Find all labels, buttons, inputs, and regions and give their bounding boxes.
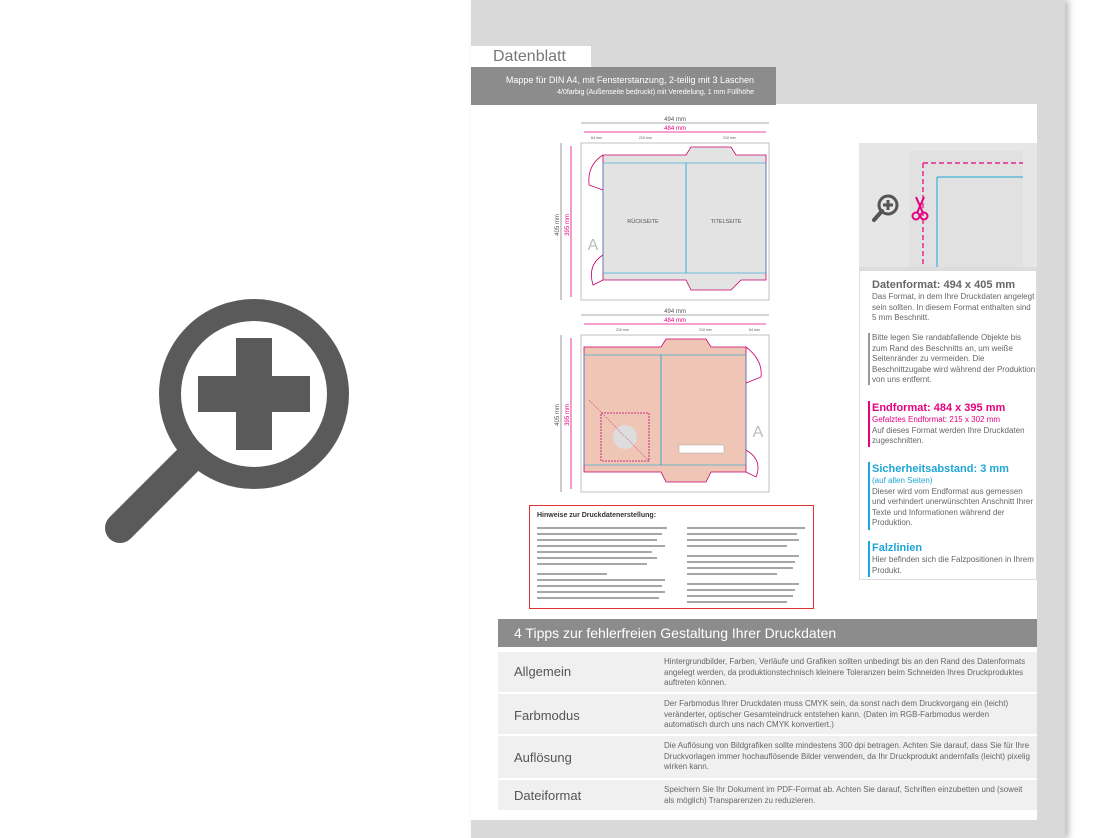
- top-width-outer: 494 mm: [664, 117, 686, 123]
- bottom-seg-mid: 210 mm: [699, 328, 712, 332]
- bottom-seg-right: 64 mm: [749, 328, 760, 332]
- top-width-inner: 484 mm: [664, 126, 686, 132]
- format-info-text: [859, 270, 1037, 580]
- tip-row-allgemein: [498, 652, 1037, 694]
- datasheet-page: [471, 0, 1065, 838]
- zoom-in-icon[interactable]: [100, 290, 360, 550]
- top-seg-mid: 210 mm: [639, 136, 652, 140]
- top-seg-right: 210 mm: [723, 136, 736, 140]
- folder-die-diagram: [551, 115, 781, 505]
- zoom-in-small-icon[interactable]: [871, 193, 901, 223]
- tip-row-aufloesung: [498, 736, 1037, 780]
- print-notes-title: Hinweise zur Druckdatenerstellung:: [537, 512, 657, 519]
- tip-text: Die Auflösung von Bildgrafiken sollte mindestens 300 dpi betragen. Achten Sie darauf, dass Sie für Ihre Druckvorlagen immer hochauflösende Bilder verwenden, da Ihr Druckprodukt andernfalls (leicht) pixelig wirken kann.: [664, 741, 1030, 771]
- tip-label: Farbmodus: [514, 708, 580, 723]
- endformat-text: Auf dieses Format werden Ihre Druckdaten zugeschnitten.: [872, 425, 1025, 445]
- bleed-section: [872, 333, 1036, 386]
- bottom-seg-left: 210 mm: [616, 328, 629, 332]
- top-letter-a: A: [587, 237, 599, 254]
- top-height-outer: 405 mm: [555, 214, 561, 236]
- top-height-inner: 395 mm: [565, 214, 571, 236]
- bottom-height-inner: 395 mm: [565, 404, 571, 426]
- datenformat-section: [872, 278, 1036, 324]
- bottom-height-outer: 405 mm: [555, 404, 561, 426]
- page-title: Datenblatt: [471, 46, 591, 67]
- tip-label: Auflösung: [514, 750, 572, 765]
- tip-text: Der Farbmodus Ihrer Druckdaten muss CMYK sein, da sonst nach dem Druckvorgang ein (leicht) veränderter, optischer Gesamteindruck entstehen kann. (Daten im RGB-Farbmodus werden automatisch durch uns nach CMYK konvertiert.): [664, 699, 1009, 729]
- tip-text: Hintergrundbilder, Farben, Verläufe und Grafiken sollten unbedingt bis an den Rand des Datenformats angelegt werden, da produktionstechnisch kleinere Toleranzen beim Schneiden Ihres Druckproduktes auftreten können.: [664, 657, 1026, 687]
- format-preview: [859, 143, 1037, 267]
- sicherheit-text: Dieser wird vom Endformat aus gemessen und verhindert unerwünschten Anschnitt Ihrer Texte und Informationen während der Produktion.: [872, 486, 1033, 527]
- tip-label: Allgemein: [514, 664, 572, 679]
- top-seg-left: 64 mm: [591, 136, 602, 140]
- tip-row-farbmodus: [498, 694, 1037, 736]
- sicherheit-title: Sicherheitsabstand: 3 mm: [872, 463, 1009, 475]
- tip-text: Speichern Sie Ihr Dokument im PDF-Format ab. Achten Sie darauf, Schriften einzubetten und (soweit als möglich) Transparenzen zu reduzieren.: [664, 785, 1023, 805]
- datenformat-text: Das Format, in dem Ihre Druckdaten angelegt sein sollten. In diesem Format enthalten sind 5 mm Beschnitt.: [872, 292, 1035, 322]
- product-line-2: 4/0farbig (Außenseite bedruckt) mit Veredelung, 1 mm Füllhöhe: [557, 89, 754, 96]
- footer-band: [471, 820, 1065, 838]
- sicherheit-section: [872, 462, 1036, 529]
- endformat-section: [872, 401, 1036, 447]
- page-edge: [1037, 0, 1065, 838]
- falz-title: Falzlinien: [872, 542, 923, 554]
- sicherheit-sub: (auf allen Seiten): [872, 476, 933, 485]
- falz-text: Hier befinden sich die Falzpositionen in Ihrem Produkt.: [872, 555, 1034, 575]
- label-rueckseite: RÜCKSEITE: [627, 219, 659, 225]
- scissors-icon: [911, 195, 929, 221]
- tips-heading: 4 Tipps zur fehlerfreien Gestaltung Ihrer Druckdaten: [498, 619, 1037, 647]
- tip-label: Dateiformat: [514, 788, 582, 803]
- bottom-letter-a: A: [752, 424, 764, 441]
- endformat-sub: Gefalztes Endformat: 215 x 302 mm: [872, 415, 1001, 424]
- falz-section: [872, 541, 1036, 576]
- label-titelseite: TITELSEITE: [710, 219, 742, 225]
- bottom-width-outer: 494 mm: [664, 309, 686, 315]
- product-description: [471, 67, 776, 105]
- bleed-text: Bitte legen Sie randabfallende Objekte bis zum Rand des Beschnitts an, um weiße Seitenränder zu vermeiden. Die Beschnittzugabe wird während der Produktion von uns entfernt.: [872, 333, 1036, 384]
- datenformat-title: Datenformat: 494 x 405 mm: [872, 279, 1016, 291]
- print-notes-box: [529, 505, 814, 609]
- tip-row-dateiformat: [498, 780, 1037, 812]
- print-notes-text: [537, 524, 807, 604]
- endformat-title: Endformat: 484 x 395 mm: [872, 402, 1006, 414]
- product-line-1: Mappe für DIN A4, mit Fensterstanzung, 2-teilig mit 3 Laschen: [505, 75, 754, 85]
- bottom-width-inner: 484 mm: [664, 318, 686, 324]
